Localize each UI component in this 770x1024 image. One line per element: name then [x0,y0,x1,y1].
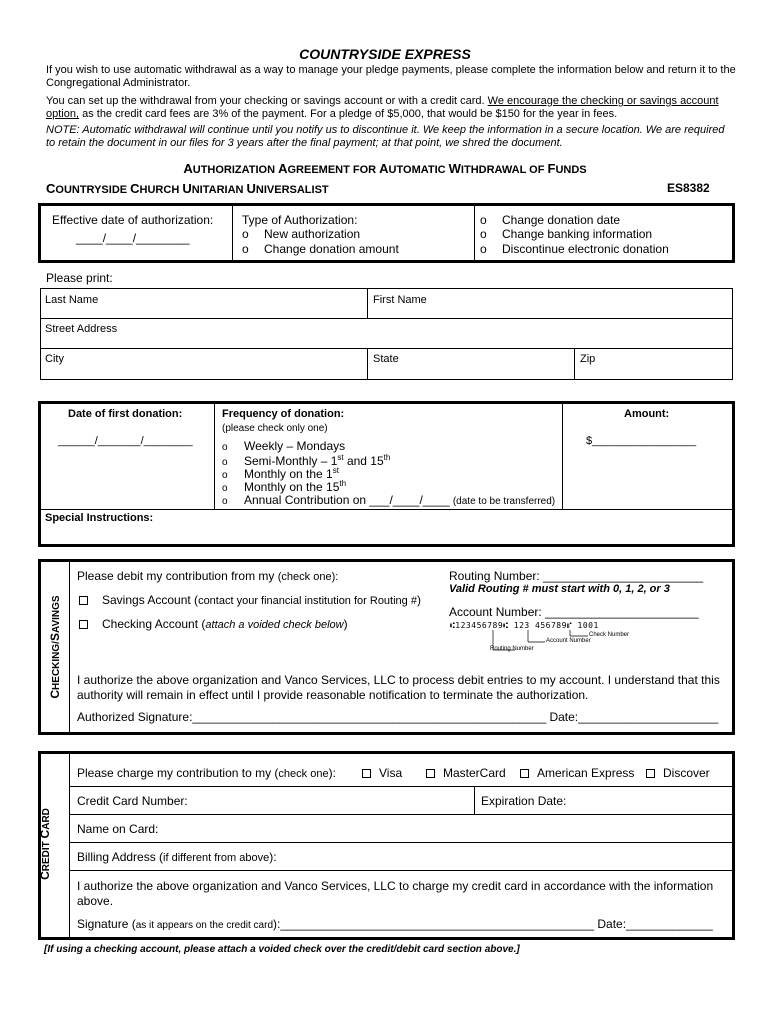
account-number-field[interactable]: Account Number: _______________________ [449,605,699,619]
state-field[interactable]: State [373,353,399,365]
option-text-start: You can set up the withdrawal from your checking or savings account or with a credit card. [46,95,488,107]
change-option-date[interactable]: o Change donation date [480,213,621,227]
first-name-field[interactable]: First Name [373,294,427,306]
name-on-card-field[interactable]: Name on Card: [77,822,159,836]
change-option-discontinue[interactable]: o Discontinue electronic donation [480,242,669,256]
amex-checkbox[interactable] [520,769,529,778]
form-code: ES8382 [667,181,710,195]
sample-check-micr: ⑆123456789⑆ 123 456789⑈ 1001 [450,621,599,630]
option-text-emphasis: We encourage the checking or savings account option, [46,95,719,120]
type-option-change-amount[interactable]: o Change donation amount [242,242,399,256]
type-option-new[interactable]: o New authorization [242,227,361,241]
footer-note: [If using a checking account, please attach a voided check over the credit/debit card section above.] [44,944,520,955]
checking-savings-side-label: CHECKING/SAVINGS [48,595,62,699]
freq-semi-monthly[interactable]: o Semi-Monthly – 1st and 15th [222,453,391,468]
page-title: COUNTRYSIDE EXPRESS [299,46,471,62]
card-option-amex[interactable]: American Express [520,766,634,780]
first-donation-field[interactable]: ______/_______/________ [58,435,193,447]
city-field[interactable]: City [45,353,64,365]
frequency-note: (please check only one) [222,423,328,434]
debit-authorization-text: I authorize the above organization and Vanco Services, LLC to process debit entries to my account. I understand that this authority will remain in effect until I provide reasonable notification to terminate the authorization. [77,673,720,702]
card-option-discover[interactable]: Discover [646,766,710,780]
expiration-date-field[interactable]: Expiration Date: [481,794,567,808]
routing-number-field[interactable]: Routing Number: ________________________ [449,569,704,583]
option-text-end: as the credit card fees are 3% of the payment. For a pledge of $5,000, that would be $150 for the year in fees. [79,108,618,120]
check-number-caption: Check Number [589,632,630,638]
credit-card-number-field[interactable]: Credit Card Number: [77,794,188,808]
authorization-type-label: Type of Authorization: [242,213,358,227]
discover-checkbox[interactable] [646,769,655,778]
agreement-title: AUTHORIZATION AGREEMENT FOR AUTOMATIC WITHDRAWAL OF FUNDS [183,161,587,176]
visa-checkbox[interactable] [362,769,371,778]
first-donation-label: Date of first donation: [68,408,183,420]
credit-authorization-text: I authorize the above organization and Vanco Services, LLC to charge my credit card in accordance with the information above. [77,879,714,908]
freq-annual[interactable]: o Annual Contribution on ___/____/____ (date to be transferred) [222,493,556,507]
effective-date-field[interactable]: ____/____/________ [76,231,190,245]
effective-date-label: Effective date of authorization: [52,213,214,227]
routing-number-caption: Routing Number [490,646,534,652]
special-instructions-field[interactable]: Special Instructions: [45,512,154,524]
change-option-banking[interactable]: o Change banking information [480,227,653,241]
savings-account-option[interactable]: Savings Account (contact your financial institution for Routing #) [79,593,421,607]
freq-monthly-1st[interactable]: o Monthly on the 1st [222,466,339,481]
please-print-label: Please print: [46,271,113,285]
amount-field[interactable]: $_________________ [586,435,697,447]
church-name: COUNTRYSIDE CHURCH UNITARIAN UNIVERSALIST [46,181,329,196]
option-paragraph [46,95,736,121]
credit-signature-line[interactable]: Signature (as it appears on the credit card):_______________________________________________ Date:_____________ [77,917,713,931]
authorized-signature-line[interactable]: Authorized Signature:_____________________________________________________ Date:_____________________ [77,710,719,724]
freq-monthly-15th[interactable]: o Monthly on the 15th [222,479,347,494]
billing-address-field[interactable]: Billing Address (if different from above): [77,850,277,864]
retention-note: NOTE: Automatic withdrawal will continue until you notify us to discontinue it. We keep the information in a secure location. We are required to retain the document in our files for 3 years after the final payment; at that point, we shred the document. [46,124,725,149]
account-number-caption: Account Number [546,638,591,644]
freq-weekly[interactable]: o Weekly – Mondays [222,439,346,453]
card-option-mastercard[interactable]: MasterCard [426,766,506,780]
street-address-field[interactable]: Street Address [45,323,118,335]
donation-box [38,401,735,547]
mastercard-checkbox[interactable] [426,769,435,778]
zip-field[interactable]: Zip [580,353,596,365]
intro-paragraph: If you wish to use automatic withdrawal as a way to manage your pledge payments, please complete the information below and return it to the Congregational Administrator. [46,64,736,89]
routing-note: Valid Routing # must start with 0, 1, 2, or 3 [449,583,670,595]
last-name-field[interactable]: Last Name [45,294,99,306]
amount-label: Amount: [624,408,670,420]
credit-card-side-label: CREDIT CARD [38,808,52,880]
checking-checkbox[interactable] [79,620,88,629]
checking-account-option[interactable]: Checking Account (attach a voided check below) [79,617,348,631]
savings-checkbox[interactable] [79,596,88,605]
charge-label: Please charge my contribution to my (check one): [77,766,336,780]
card-option-visa[interactable]: Visa [362,766,402,780]
frequency-label: Frequency of donation: [222,408,345,420]
debit-label: Please debit my contribution from my (check one): [77,569,339,583]
